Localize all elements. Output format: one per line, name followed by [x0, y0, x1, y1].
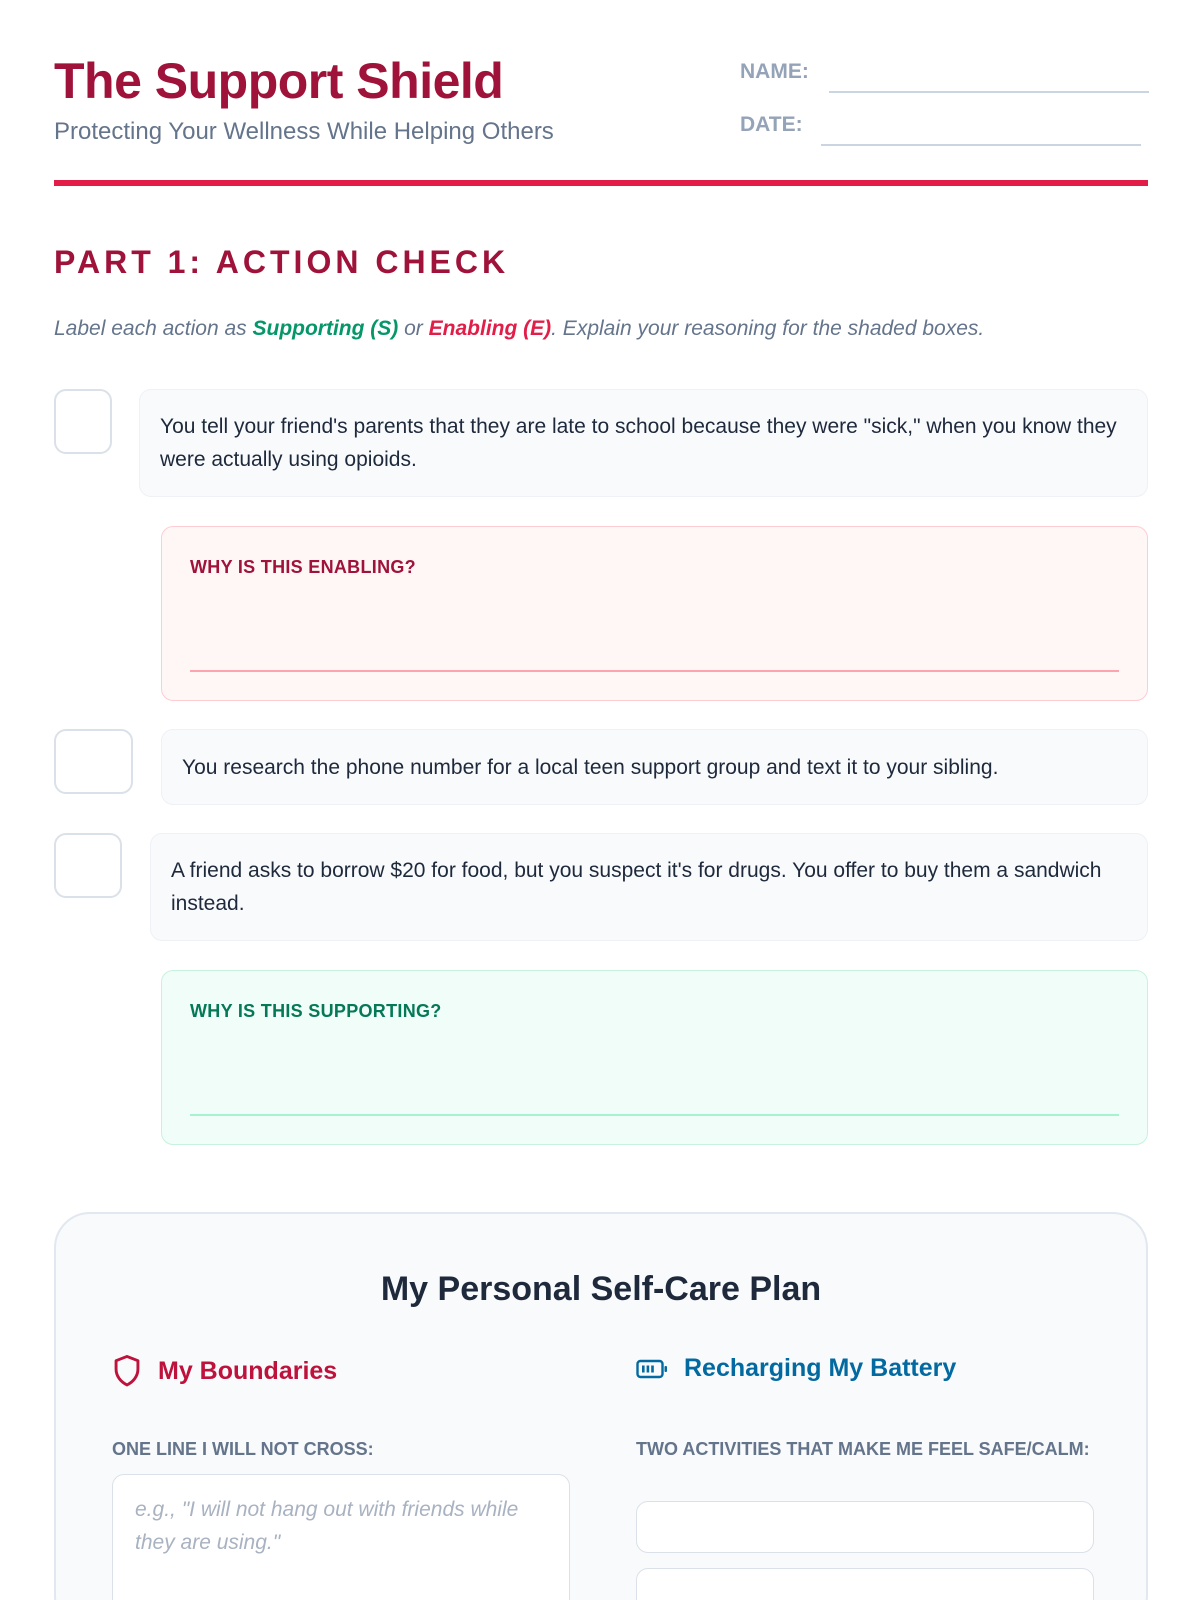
- enabling-reason-box[interactable]: [161, 526, 1148, 701]
- activity-2-input[interactable]: [636, 1568, 1094, 1600]
- shield-icon: [112, 1354, 142, 1388]
- supporting-key: Supporting (S): [252, 317, 399, 340]
- part1-title: PART 1: ACTION CHECK: [54, 244, 510, 280]
- part1-instructions: [54, 317, 984, 341]
- worksheet-title: The Support Shield: [54, 53, 504, 109]
- name-field[interactable]: [829, 91, 1149, 93]
- boundary-field-label: ONE LINE I WILL NOT CROSS:: [112, 1439, 374, 1459]
- boundaries-heading-text: My Boundaries: [158, 1356, 338, 1385]
- action-3-label-box[interactable]: [54, 833, 122, 898]
- self-care-plan-card: [54, 1212, 1148, 1600]
- action-2-card: [161, 729, 1148, 805]
- enabling-key: Enabling (E): [428, 317, 552, 340]
- supporting-reason-label: WHY IS THIS SUPPORTING?: [190, 1001, 442, 1021]
- activities-field-label: TWO ACTIVITIES THAT MAKE ME FEEL SAFE/CALM:: [636, 1439, 1090, 1459]
- date-label: DATE:: [740, 113, 803, 136]
- activity-1-input[interactable]: [636, 1501, 1094, 1553]
- action-3-text: A friend asks to borrow $20 for food, but you suspect it's for drugs. You offer to buy them a sandwich instead.: [171, 859, 1102, 915]
- enabling-answer-line: [190, 670, 1119, 672]
- boundary-placeholder: e.g., "I will not hang out with friends while they are using.": [135, 1498, 519, 1554]
- enabling-reason-label: WHY IS THIS ENABLING?: [190, 557, 416, 577]
- header-divider: [54, 180, 1148, 186]
- battery-icon: [636, 1358, 668, 1380]
- action-1-text: You tell your friend's parents that they are late to school because they were "sick," when you know they were actually using opioids.: [160, 415, 1117, 471]
- instructions-middle: or: [398, 317, 429, 340]
- battery-heading-text: Recharging My Battery: [684, 1354, 957, 1382]
- name-label: NAME:: [740, 60, 809, 83]
- instructions-prefix: Label each action as: [54, 317, 253, 340]
- action-3-card: [150, 833, 1148, 941]
- worksheet-subtitle: Protecting Your Wellness While Helping Others: [54, 118, 554, 145]
- action-1-card: [139, 389, 1148, 497]
- supporting-reason-box[interactable]: [161, 970, 1148, 1145]
- plan-title: My Personal Self-Care Plan: [380, 1270, 822, 1308]
- instructions-suffix: . Explain your reasoning for the shaded boxes.: [551, 317, 985, 340]
- boundary-input[interactable]: [112, 1474, 570, 1600]
- action-1-label-box[interactable]: [54, 389, 112, 454]
- action-2-label-box[interactable]: [54, 729, 133, 794]
- date-field[interactable]: [821, 144, 1141, 146]
- action-2-text: You research the phone number for a local teen support group and text it to your sibling.: [182, 755, 999, 779]
- boundaries-heading: [112, 1354, 337, 1388]
- battery-heading: [636, 1354, 956, 1383]
- supporting-answer-line: [190, 1114, 1119, 1116]
